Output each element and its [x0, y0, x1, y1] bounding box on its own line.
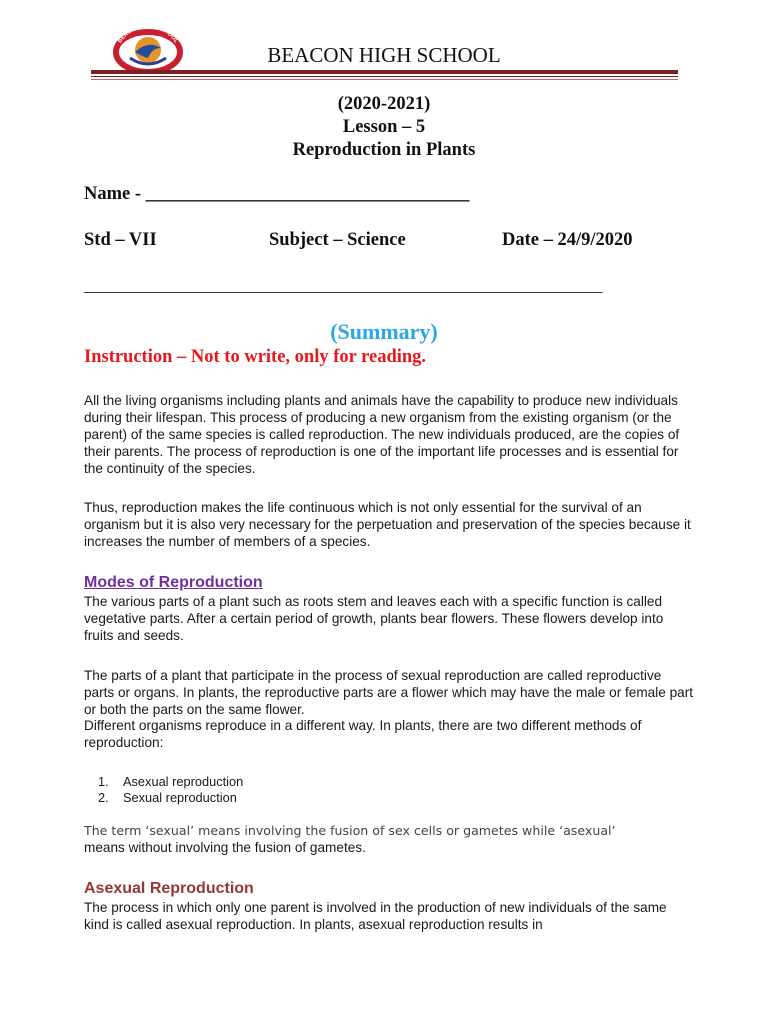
header-rule-light — [91, 79, 678, 80]
asexual-heading: Asexual Reproduction — [84, 880, 254, 897]
instruction-text: Instruction – Not to write, only for reading. — [84, 347, 427, 367]
header-rule-thick — [91, 70, 678, 74]
school-name: BEACON HIGH SCHOOL — [267, 43, 501, 67]
term-line-1: The term ‘sexual’ means involving the fusion of sex cells or gametes while ‘asexual’ — [84, 823, 616, 838]
asexual-paragraph: The process in which only one parent is involved in the production of new individuals of the same kind is called asexual reproduction. In plants, asexual reproduction results in — [84, 900, 667, 932]
modes-paragraph: The various parts of a plant such as roots stem and leaves each with a specific function is called vegetative parts. After a certain period of growth, plants bear flowers. These flowers develop into fruits and seeds. — [84, 594, 664, 643]
thus-paragraph: Thus, reproduction makes the life continuous which is not only essential for the survival of an organism but it is also very necessary for the perpetuation and preservation of the species because it increases the number of members of a species. — [84, 500, 691, 549]
parts-paragraph: The parts of a plant that participate in the process of sexual reproduction are called reproductive parts or organs. In plants, the reproductive parts are a flower which may have the male or female part or both the parts on the same flower. — [84, 668, 693, 717]
date-label: Date – 24/9/2020 — [502, 230, 633, 250]
list-item: 2. Sexual reproduction — [98, 789, 237, 805]
lesson-topic: Reproduction in Plants — [292, 140, 476, 160]
lesson-number: Lesson – 5 — [342, 117, 426, 137]
different-paragraph: Different organisms reproduce in a different way. In plants, there are two different methods of reproduction: — [84, 718, 642, 750]
logo-text: BEACON HIGH SCHOOL — [117, 23, 179, 45]
intro-paragraph: All the living organisms including plants and animals have the capability to produce new individuals during their lifespan. This process of producing a new organism from the existing organism (or the parent) of the same species is called reproduction. The new individuals produced, are the copies of their parents. The process of reproduction is one of the important life processes and is essential for the continuity of the species. — [84, 393, 680, 476]
separator-line: _____________________________________________________________ — [84, 276, 603, 295]
list-item: 1. Asexual reproduction — [98, 774, 244, 789]
modes-heading: Modes of Reproduction — [84, 574, 263, 591]
name-field: Name - ___________________________________ — [84, 184, 470, 204]
std-label: Std – VII — [84, 230, 157, 250]
academic-year: (2020-2021) — [337, 94, 431, 114]
subject-label: Subject – Science — [269, 230, 406, 250]
summary-title: (Summary) — [330, 319, 438, 344]
methods-list — [98, 774, 243, 805]
term-line-2: means without involving the fusion of gametes. — [84, 840, 366, 855]
header-rule-thin — [91, 76, 678, 77]
